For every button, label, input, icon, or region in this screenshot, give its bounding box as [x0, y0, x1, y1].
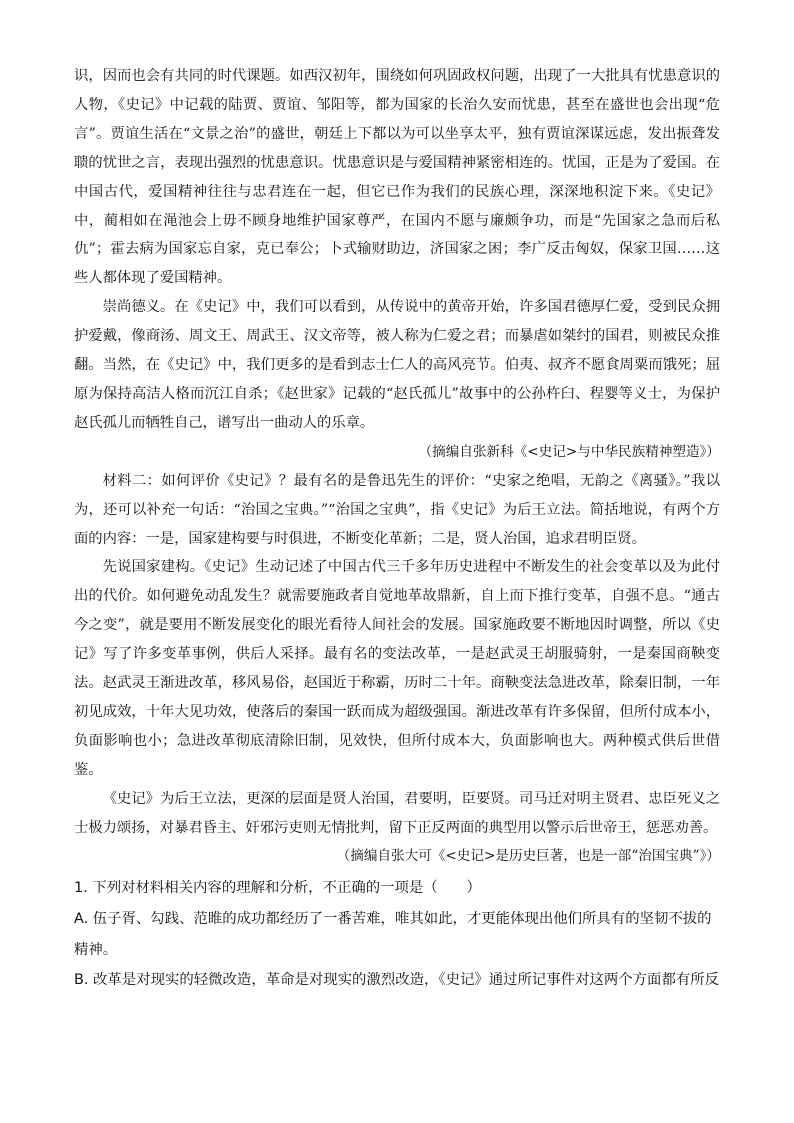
document-body: [74, 62, 720, 996]
passage-paragraph-5: 《史记》为后王立法，更深的层面是贤人治国，君要明，臣要贤。司马迁对明主贤君、忠臣死义之士极力颂扬，对暴君昏主、奸邪污吏则无情批判，留下正反两面的典型用以警示后世帝王，惩恶劝善。: [74, 790, 720, 836]
passage-paragraph-1: 识，因而也会有共同的时代课题。如西汉初年，围绕如何巩固政权问题，出现了一大批具有忧患意识的人物，《史记》中记载的陆贾、贾谊、邹阳等，都为国家的长治久安而忧患，甚至在盛世也会出现“危言”。贾谊生活在“文景之治”的盛世，朝廷上下都以为可以坐享太平，独有贾谊深谋远虑，发出振聋发聩的忧世之言，表现出强烈的忧患意识。忧患意识是与爱国精神紧密相连的。忧国，正是为了爱国。在中国古代，爱国精神往往与忠君连在一起，但它已作为我们的民族心理，深深地积淀下来。《史记》中，蔺相如在渑池会上毋不顾身地维护国家尊严，在国内不愿与廉颇争功，而是“先国家之急而后私仇”；霍去病为国家忘自家，克已奉公；卜式输财助边，济国家之困；李广反击匈奴，保家卫国……这些人都体现了爱国精神。: [74, 68, 720, 287]
source-citation-2: （摘编自张大可《<史记>是历史巨著，也是一部“治国宝典”》）: [336, 848, 720, 865]
source-citation-1: （摘编自张新科《<史记>与中华民族精神塑造》）: [418, 443, 720, 460]
passage-paragraph-4: 先说国家建构。《史记》生动记述了中国古代三千多年历史进程中不断发生的社会变革以及为此付出的代价。如何避免动乱发生？就需要施政者自觉地革故鼎新，自上而下推行变革，自强不息。“通古今之变”，就是要用不断发展变化的眼光看待人间社会的发展。国家施政要不断地因时调整，所以《史记》写了许多变革事例，供后人采择。最有名的变法改革，一是赵武灵王胡服骑射，一是秦国商鞅变法。赵武灵王渐进改革，移风易俗，赵国近于称霸，历时二十年。商鞅变法急进改革，除秦旧制，一年初见成效，十年大见功效，使落后的秦国一跃而成为超级强国。渐进改革有许多保留，但所付成本小，负面影响也小；急进改革彻底清除旧制，见效快，但所付成本大，负面影响也大。两种模式供后世借鉴。: [74, 559, 720, 778]
passage-paragraph-3: 材料二：如何评价《史记》？最有名的是鲁迅先生的评价：“史家之绝唱，无韵之《离骚》。”我以为，还可以补充一句话：“治国之宝典。”“治国之宝典”，指《史记》为后王立法。简括地说，有两个方面的内容：一是，国家建构要与时俱进，不断变化革新；二是，贤人治国，追求君明臣贤。: [74, 472, 720, 547]
question-option-b: B. 改革是对现实的轻微改造，革命是对现实的激烈改造，《史记》通过所记事件对这两个方面都有所反: [74, 972, 720, 989]
question-stem: 1. 下列对材料相关内容的理解和分析，不正确的一项是（ ）: [74, 880, 481, 897]
passage-paragraph-2: 崇尚德义。在《史记》中，我们可以看到，从传说中的黄帝开始，许多国君德厚仁爱，受到民众拥护爱戴，像商汤、周文王、周武王、汉文帝等，被人称为仁爱之君；而暴虐如桀纣的国君，则被民众推翻。当然，在《史记》中，我们更多的是看到志士仁人的高风亮节。伯夷、叔齐不愿食周粟而饿死；屈原为保持高洁人格而沉江自杀；《赵世家》记载的“赵氏孤儿”故事中的公孙杵臼、程婴等义士，为保护赵氏孤儿而牺牲自己，谱写出一曲动人的乐章。: [74, 299, 720, 431]
question-option-a: A. 伍子胥、勾践、范睢的成功都经历了一番苦难，唯其如此，才更能体现出他们所具有的坚韧不拔的精神。: [74, 910, 712, 958]
